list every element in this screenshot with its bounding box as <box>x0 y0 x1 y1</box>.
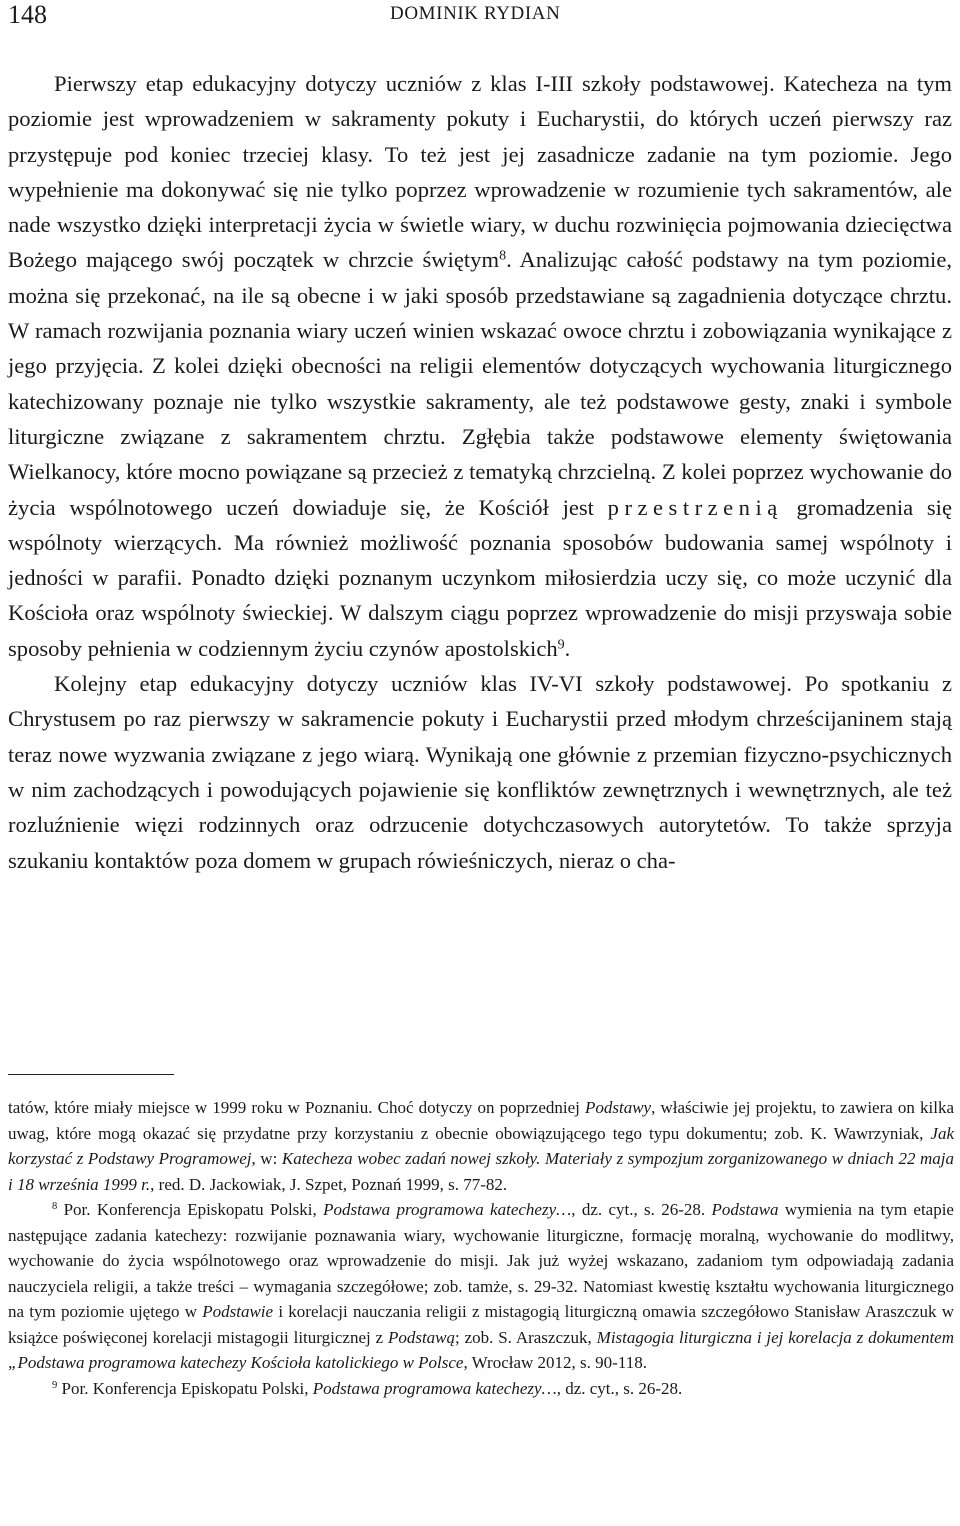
fn7-text-4: , red. D. Jackowiak, J. Szpet, Poznań 1999, s. 77-82. <box>150 1174 508 1194</box>
fn8-italic-3: Podstawie <box>202 1302 274 1321</box>
fn8-text-6: , Wrocław 2012, s. 90-118. <box>463 1353 647 1372</box>
fn9-italic-1: Podstawa programowa katechezy… <box>312 1378 557 1398</box>
paragraph-1-text-a: Pierwszy etap edukacyjny dotyczy uczniów z klas I-III szkoły podstawowej. Katecheza na tym poziomie jest wprowadzeniem w sakramenty pokuty i Eucharystii, do których uczeń pierwszy raz przystępuje pod koniec trzeciej klasy. To też jest jej zasadnicze zadanie na tym poziomie. Jego wypełnienie ma dokonywać się nie tylko poprzez wprowadzenie w rozumienie tych sakramentów, ale nade wszystko dzięki interpretacji życia w świetle wiary, w duchu rozwinięcia pojmowania dziecięctwa Bożego mającego swój początek w chrzcie świętym <box>8 71 952 273</box>
fn7-italic-1: Podstawy <box>585 1098 652 1117</box>
paragraph-1-end: . <box>564 635 571 661</box>
fn8-text-2: , dz. cyt., s. 26-28. <box>571 1200 712 1219</box>
fn7-italic-2: Jak korzystać z Podstawy Programowej <box>8 1123 954 1168</box>
fn9-text-2: , dz. cyt., s. 26-28. <box>556 1378 683 1398</box>
paragraph-2: Kolejny etap edukacyjny dotyczy uczniów klas IV-VI szkoły podstawowej. Po spotkaniu z Chrystusem po raz pierwszy w sakramencie pokuty i Eucharystii przed młodym chrześcijaninem stają teraz nowe wyzwania związane z jego wiarą. Wynikają one głównie z przemian fizyczno-psychicznych w nim zachodzących i powodujących pojawienie się konfliktów zewnętrznych i wewnętrznych, ale też rozluźnienie więzi rodzinnych oraz odrzucenie dotychczasowych autorytetów. To także sprzyja szukaniu kontaktów poza domem w grupach rówieśniczych, nieraz o cha- <box>8 671 952 873</box>
footnote-8 <box>8 1197 954 1376</box>
fn8-text-4: i korelacji nauczania religii z mistagogią liturgiczną omawia szczegółowo Stanisław Araszczuk w książce poświęconej korelacji mistagogii liturgicznej z <box>8 1302 954 1347</box>
running-head <box>0 0 960 40</box>
footnote-ref-8: 8 <box>499 248 507 264</box>
fn7-text-2: , właściwie jej projektu, to zawiera on kilka uwag, które mogą okazać się przydatne przy korzystaniu z obecnie obowiązującego tego typu dokumentu; zob. K. Wawrzyniak, <box>8 1098 955 1143</box>
paragraph-1-text-c: gromadzenia się wspólnoty wierzących. Ma również możliwość poznania sposobów budowania samej wspólnoty i jedności w parafii. Ponadto dzięki poznanym uczynkom miłosierdzia uczy się, co może uczynić dla Kościoła oraz wspólnoty świeckiej. W dalszym ciągu poprzez wprowadzenie do misji przyswaja sobie sposoby pełnienia w codziennym życiu czynów apostolskich <box>8 494 952 661</box>
fn8-text-3: wymienia na tym etapie następujące zadania katechezy: rozwijanie poznawania wiary, wychowanie liturgiczne, formację moralną, wychowanie do modlitwy, wychowanie do życia wspólnotowego oraz wprowadzenie do misji. Jak już wyżej wskazano, zadaniom tym odpowiadają zadania nauczyciela religii, a także treści – wymagania szczegółowe; zob. tamże, s. 29-32. Natomiast kwestię kształtu wychowania liturgicznego na tym poziomie ujętego w <box>8 1200 954 1321</box>
footnotes <box>8 1095 954 1401</box>
header-author: DOMINIK RYDIAN <box>390 3 561 24</box>
footnote-9-number: 9 <box>52 1379 58 1391</box>
fn8-italic-5: Mistagogia liturgiczna i jej korelacja z dokumentem „Podstawa programowa katechezy Kościoła katolickiego w Polsce <box>8 1327 955 1372</box>
fn8-italic-4: Podstawą <box>387 1327 456 1347</box>
fn8-italic-2: Podstawa <box>711 1200 779 1219</box>
fn8-text-1: Por. Konferencja Episkopatu Polski, <box>57 1200 324 1219</box>
paragraph-1-text-b: . Analizując całość podstawy na tym poziomie, można się przekonać, na ile są obecne i w jaki sposób przedstawiane są zagadnienia dotyczące chrztu. W ramach rozwijania poznania wiary uczeń winien wskazać owoce chrztu i zobowiązania wynikające z jego przyjęcia. Z kolei dzięki obecności na religii elementów dotyczących wychowania liturgicznego katechizowany poznaje nie tylko wszystkie sakramenty, ale też podstawowe gesty, znaki i symbole liturgiczne związane z sakramentem chrztu. Zgłębia także podstawowe elementy świętowania Wielkanocy, które mocno powiązane są przecież z tematyką chrzcielną. Z kolei poprzez wychowanie do życia wspólnotowego uczeń dowiaduje się, że Kościół jest <box>8 247 952 520</box>
fn7-italic-3: Katecheza wobec zadań nowej szkoły. Materiały z sympozjum zorganizowanego w dniach 22 maja i 18 września 1999 r. <box>8 1149 955 1194</box>
fn7-text-1: tatów, które miały miejsce w 1999 roku w Poznaniu. Choć dotyczy on poprzedniej <box>8 1098 585 1117</box>
footnote-7-continued <box>8 1095 954 1197</box>
paragraph-1 <box>8 66 952 666</box>
footnote-separator <box>8 1074 174 1075</box>
fn7-text-3: , w: <box>251 1149 282 1168</box>
main-text <box>8 66 952 878</box>
footnote-ref-9: 9 <box>557 637 565 653</box>
fn8-text-5: ; zob. S. Araszczuk, <box>455 1327 597 1347</box>
footnote-9 <box>8 1376 954 1402</box>
fn8-italic-1: Podstawa programowa katechezy… <box>323 1200 572 1219</box>
spaced-emphasis: przestrzenią <box>607 494 783 520</box>
fn9-text-1: Por. Konferencja Episkopatu Polski, <box>57 1378 313 1398</box>
footnote-8-number: 8 <box>52 1201 58 1213</box>
page-number: 148 <box>8 0 47 29</box>
